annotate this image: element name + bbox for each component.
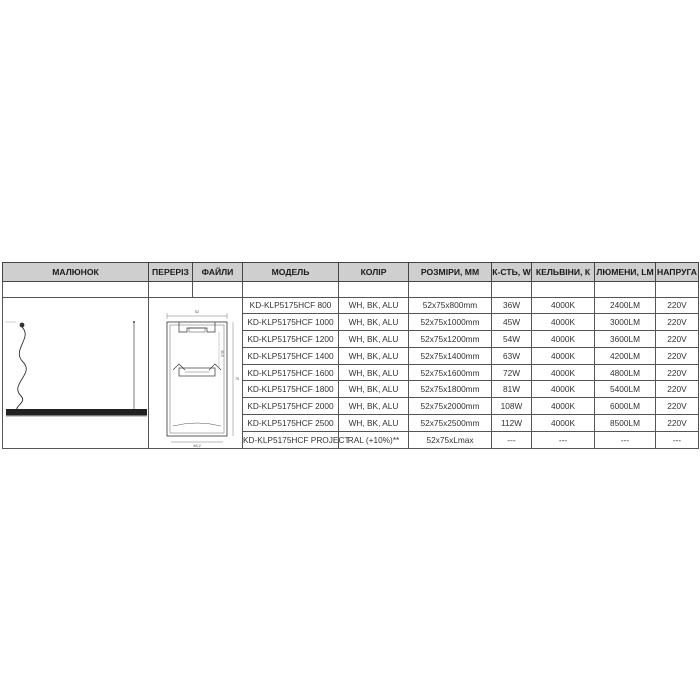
header-section: ПЕРЕРІЗ: [149, 263, 193, 282]
power-cell: ---: [492, 431, 532, 448]
color-cell: WH, BK, ALU: [339, 347, 409, 364]
dimensions-cell: 52x75x1800mm: [409, 381, 492, 398]
power-cell: 63W: [492, 347, 532, 364]
dim-side-label: 75: [235, 376, 240, 381]
model-cell: KD-KLP5175HCF 1000: [243, 314, 339, 331]
voltage-cell: 220V: [656, 381, 699, 398]
dimensions-cell: 52x75x1200mm: [409, 331, 492, 348]
lumens-cell: 4200LM: [595, 347, 656, 364]
color-cell: RAL (+10%)**: [339, 431, 409, 448]
header-files: ФАЙЛИ: [193, 263, 243, 282]
power-cell: 45W: [492, 314, 532, 331]
color-cell: WH, BK, ALU: [339, 331, 409, 348]
voltage-cell: 220V: [656, 297, 699, 314]
header-kelvin: КЕЛЬВІНИ, К: [532, 263, 595, 282]
color-cell: WH, BK, ALU: [339, 381, 409, 398]
kelvin-cell: 4000K: [532, 364, 595, 381]
color-cell: WH, BK, ALU: [339, 398, 409, 415]
voltage-cell: 220V: [656, 398, 699, 415]
dimensions-cell: 52x75x1600mm: [409, 364, 492, 381]
lumens-cell: 3600LM: [595, 331, 656, 348]
power-cell: 108W: [492, 398, 532, 415]
color-cell: WH, BK, ALU: [339, 297, 409, 314]
lumens-cell: 8500LM: [595, 414, 656, 431]
kelvin-cell: 4000K: [532, 381, 595, 398]
header-model: МОДЕЛЬ: [243, 263, 339, 282]
model-cell: KD-KLP5175HCF 1400: [243, 347, 339, 364]
model-cell: KD-KLP5175HCF 2000: [243, 398, 339, 415]
power-cell: 36W: [492, 297, 532, 314]
kelvin-cell: 4000K: [532, 297, 595, 314]
power-cell: 54W: [492, 331, 532, 348]
dim-inner-label: 30.5: [220, 349, 224, 357]
dim-bottom-label: 48.2: [193, 442, 201, 448]
lumens-cell: 6000LM: [595, 398, 656, 415]
voltage-cell: 220V: [656, 347, 699, 364]
color-cell: WH, BK, ALU: [339, 364, 409, 381]
dim-top-label: 52: [194, 308, 200, 314]
lumens-cell: 5400LM: [595, 381, 656, 398]
voltage-cell: ---: [656, 431, 699, 448]
voltage-cell: 220V: [656, 414, 699, 431]
kelvin-cell: 4000K: [532, 314, 595, 331]
profile-cross-section-drawing-icon: [149, 298, 243, 448]
table-row: [3, 297, 699, 314]
pendant-linear-lamp-drawing-icon: [3, 298, 149, 448]
kelvin-cell: ---: [532, 431, 595, 448]
spec-sheet: [2, 262, 698, 449]
lumens-cell: 4800LM: [595, 364, 656, 381]
header-picture: МАЛЮНОК: [3, 263, 149, 282]
dimensions-cell: 52x75x1400mm: [409, 347, 492, 364]
dimensions-cell: 52x75x1000mm: [409, 314, 492, 331]
gap-row: [3, 282, 699, 298]
dimensions-cell: 52x75x2000mm: [409, 398, 492, 415]
lumens-cell: 3000LM: [595, 314, 656, 331]
model-cell: KD-KLP5175HCF 1600: [243, 364, 339, 381]
header-power: К-СТЬ, W: [492, 263, 532, 282]
header-lumens: ЛЮМЕНИ, LM: [595, 263, 656, 282]
dimensions-cell: 52x75x2500mm: [409, 414, 492, 431]
header-color: КОЛІР: [339, 263, 409, 282]
voltage-cell: 220V: [656, 364, 699, 381]
lumens-cell: 2400LM: [595, 297, 656, 314]
color-cell: WH, BK, ALU: [339, 414, 409, 431]
power-cell: 81W: [492, 381, 532, 398]
picture-cell: [3, 297, 149, 448]
dimensions-cell: 52x75x800mm: [409, 297, 492, 314]
spec-table: [2, 262, 699, 449]
header-row: [3, 263, 699, 282]
power-cell: 112W: [492, 414, 532, 431]
model-cell: KD-KLP5175HCF 1200: [243, 331, 339, 348]
model-cell: KD-KLP5175HCF PROJECT: [243, 431, 339, 448]
header-voltage: НАПРУГА: [656, 263, 699, 282]
power-cell: 72W: [492, 364, 532, 381]
model-cell: KD-KLP5175HCF 2500: [243, 414, 339, 431]
kelvin-cell: 4000K: [532, 414, 595, 431]
voltage-cell: 220V: [656, 314, 699, 331]
lumens-cell: ---: [595, 431, 656, 448]
header-dimensions: РОЗМІРИ, ММ: [409, 263, 492, 282]
model-cell: KD-KLP5175HCF 1800: [243, 381, 339, 398]
voltage-cell: 220V: [656, 331, 699, 348]
kelvin-cell: 4000K: [532, 398, 595, 415]
dimensions-cell: 52x75xLmax: [409, 431, 492, 448]
color-cell: WH, BK, ALU: [339, 314, 409, 331]
model-cell: KD-KLP5175HCF 800: [243, 297, 339, 314]
kelvin-cell: 4000K: [532, 347, 595, 364]
section-cell: [149, 297, 243, 448]
kelvin-cell: 4000K: [532, 331, 595, 348]
